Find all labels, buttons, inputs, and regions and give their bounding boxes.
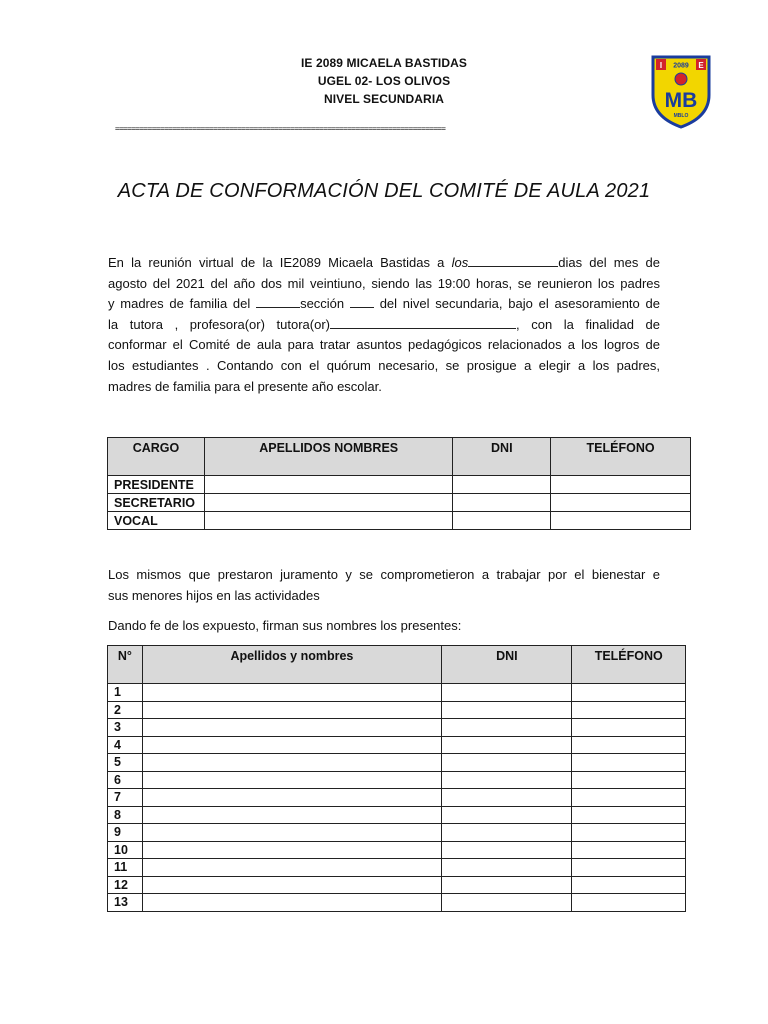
header-telefono: TELÉFONO bbox=[551, 438, 691, 476]
document-title: ACTA DE CONFORMACIÓN DEL COMITÉ DE AULA 2021 bbox=[117, 180, 651, 202]
name-cell[interactable] bbox=[142, 736, 442, 754]
phone-cell[interactable] bbox=[572, 876, 686, 894]
logo-letter-i: I bbox=[659, 61, 663, 70]
dni-cell[interactable] bbox=[442, 876, 572, 894]
intro-line-4: la tutora , profesora(or) tutora(or) , con la finalidad de bbox=[108, 316, 660, 332]
table-row bbox=[108, 771, 686, 789]
dni-cell[interactable] bbox=[453, 476, 551, 494]
name-cell[interactable] bbox=[142, 859, 442, 877]
row-number: 2 bbox=[108, 701, 143, 719]
intro-line-1: En la reunión virtual de la IE2089 Micaela Bastidas a los dias del mes de bbox=[108, 255, 660, 270]
dni-cell[interactable] bbox=[442, 859, 572, 877]
table-row bbox=[108, 789, 686, 807]
row-number: 10 bbox=[108, 841, 143, 859]
separator-rule: ================================================================================= bbox=[115, 124, 446, 133]
intro-line-2: agosto del 2021 del año dos mil veintiuno, siendo las 19:00 horas, se reunieron los padres bbox=[108, 275, 660, 291]
name-cell[interactable] bbox=[142, 771, 442, 789]
role-presidente: PRESIDENTE bbox=[108, 476, 205, 494]
dni-cell[interactable] bbox=[453, 494, 551, 512]
dni-cell[interactable] bbox=[442, 806, 572, 824]
intro-paragraph bbox=[108, 253, 660, 397]
phone-cell[interactable] bbox=[572, 771, 686, 789]
name-cell[interactable] bbox=[142, 754, 442, 772]
phone-cell[interactable] bbox=[551, 494, 691, 512]
level-name: NIVEL SECUNDARIA bbox=[323, 92, 445, 106]
table-row bbox=[108, 736, 686, 754]
oath-paragraph bbox=[108, 565, 660, 606]
phone-cell[interactable] bbox=[551, 512, 691, 530]
dni-cell[interactable] bbox=[442, 684, 572, 702]
dni-cell[interactable] bbox=[442, 824, 572, 842]
header-dni: DNI bbox=[453, 438, 551, 476]
dni-cell[interactable] bbox=[442, 789, 572, 807]
phone-cell[interactable] bbox=[572, 894, 686, 912]
row-number: 9 bbox=[108, 824, 143, 842]
row-number: 6 bbox=[108, 771, 143, 789]
phone-cell[interactable] bbox=[572, 754, 686, 772]
phone-cell[interactable] bbox=[572, 789, 686, 807]
name-cell[interactable] bbox=[204, 494, 452, 512]
name-cell[interactable] bbox=[142, 894, 442, 912]
row-number: 13 bbox=[108, 894, 143, 912]
committee-header-row bbox=[108, 438, 691, 476]
header-apellidos-y-nombres: Apellidos y nombres bbox=[142, 646, 442, 684]
table-row bbox=[108, 494, 691, 512]
table-row bbox=[108, 512, 691, 530]
phone-cell[interactable] bbox=[572, 806, 686, 824]
signature-table bbox=[107, 645, 686, 912]
name-cell[interactable] bbox=[142, 841, 442, 859]
dni-cell[interactable] bbox=[442, 736, 572, 754]
name-cell[interactable] bbox=[204, 512, 452, 530]
name-cell[interactable] bbox=[204, 476, 452, 494]
header-telefono: TELÉFONO bbox=[572, 646, 686, 684]
logo-year: 2089 bbox=[673, 62, 689, 70]
intro-line-3: y madres de familia del sección del nivel secundaria, bajo el asesoramiento de bbox=[108, 296, 660, 312]
table-row bbox=[108, 754, 686, 772]
name-cell[interactable] bbox=[142, 824, 442, 842]
table-row bbox=[108, 476, 691, 494]
committee-table bbox=[107, 437, 691, 530]
row-number: 11 bbox=[108, 859, 143, 877]
role-vocal: VOCAL bbox=[108, 512, 205, 530]
logo-motto: MBLO bbox=[673, 113, 689, 119]
section-blank bbox=[350, 295, 374, 308]
phone-cell[interactable] bbox=[572, 859, 686, 877]
table-row bbox=[108, 824, 686, 842]
table-row bbox=[108, 894, 686, 912]
logo-letter-e: E bbox=[698, 61, 704, 70]
row-number: 1 bbox=[108, 684, 143, 702]
phone-cell[interactable] bbox=[572, 684, 686, 702]
phone-cell[interactable] bbox=[572, 841, 686, 859]
intro-line-5: conformar el Comité de aula para tratar asuntos pedagógicos relacionados a los logros de bbox=[108, 337, 660, 353]
name-cell[interactable] bbox=[142, 876, 442, 894]
oath-line-2: sus menores hijos en las actividades bbox=[108, 587, 320, 603]
header-apellidos-nombres: APELLIDOS NOMBRES bbox=[204, 438, 452, 476]
ugel-name: UGEL 02- LOS OLIVOS bbox=[317, 74, 451, 88]
day-blank bbox=[468, 254, 558, 267]
dni-cell[interactable] bbox=[442, 771, 572, 789]
name-cell[interactable] bbox=[142, 684, 442, 702]
logo-initials: MB bbox=[664, 89, 698, 112]
phone-cell[interactable] bbox=[572, 824, 686, 842]
phone-cell[interactable] bbox=[551, 476, 691, 494]
table-row bbox=[108, 701, 686, 719]
row-number: 3 bbox=[108, 719, 143, 737]
name-cell[interactable] bbox=[142, 701, 442, 719]
row-number: 12 bbox=[108, 876, 143, 894]
header-cargo: CARGO bbox=[108, 438, 205, 476]
row-number: 8 bbox=[108, 806, 143, 824]
table-row bbox=[108, 719, 686, 737]
dni-cell[interactable] bbox=[442, 894, 572, 912]
name-cell[interactable] bbox=[142, 806, 442, 824]
school-name: IE 2089 MICAELA BASTIDAS bbox=[301, 56, 467, 70]
signature-intro: Dando fe de los expuesto, firman sus nombres los presentes: bbox=[108, 618, 462, 633]
signature-header-row bbox=[108, 646, 686, 684]
dni-cell[interactable] bbox=[442, 719, 572, 737]
grade-blank bbox=[256, 295, 300, 308]
row-number: 7 bbox=[108, 789, 143, 807]
table-row bbox=[108, 841, 686, 859]
tutor-blank bbox=[330, 316, 516, 329]
table-row bbox=[108, 806, 686, 824]
table-row bbox=[108, 684, 686, 702]
table-row bbox=[108, 859, 686, 877]
name-cell[interactable] bbox=[142, 789, 442, 807]
name-cell[interactable] bbox=[142, 719, 442, 737]
dni-cell[interactable] bbox=[442, 754, 572, 772]
row-number: 5 bbox=[108, 754, 143, 772]
header-dni: DNI bbox=[442, 646, 572, 684]
table-row bbox=[108, 876, 686, 894]
dni-cell[interactable] bbox=[453, 512, 551, 530]
intro-line-7: madres de familia para el presente año escolar. bbox=[108, 378, 382, 394]
dni-cell[interactable] bbox=[442, 841, 572, 859]
dni-cell[interactable] bbox=[442, 701, 572, 719]
phone-cell[interactable] bbox=[572, 736, 686, 754]
role-secretario: SECRETARIO bbox=[108, 494, 205, 512]
row-number: 4 bbox=[108, 736, 143, 754]
intro-line-6: los estudiantes . Contando con el quórum necesario, se prosigue a elegir a los padres, bbox=[108, 357, 660, 373]
school-logo bbox=[649, 51, 713, 129]
header-number: N° bbox=[108, 646, 143, 684]
phone-cell[interactable] bbox=[572, 719, 686, 737]
oath-line-1: Los mismos que prestaron juramento y se comprometieron a trabajar por el bienestar e bbox=[108, 567, 660, 582]
phone-cell[interactable] bbox=[572, 701, 686, 719]
